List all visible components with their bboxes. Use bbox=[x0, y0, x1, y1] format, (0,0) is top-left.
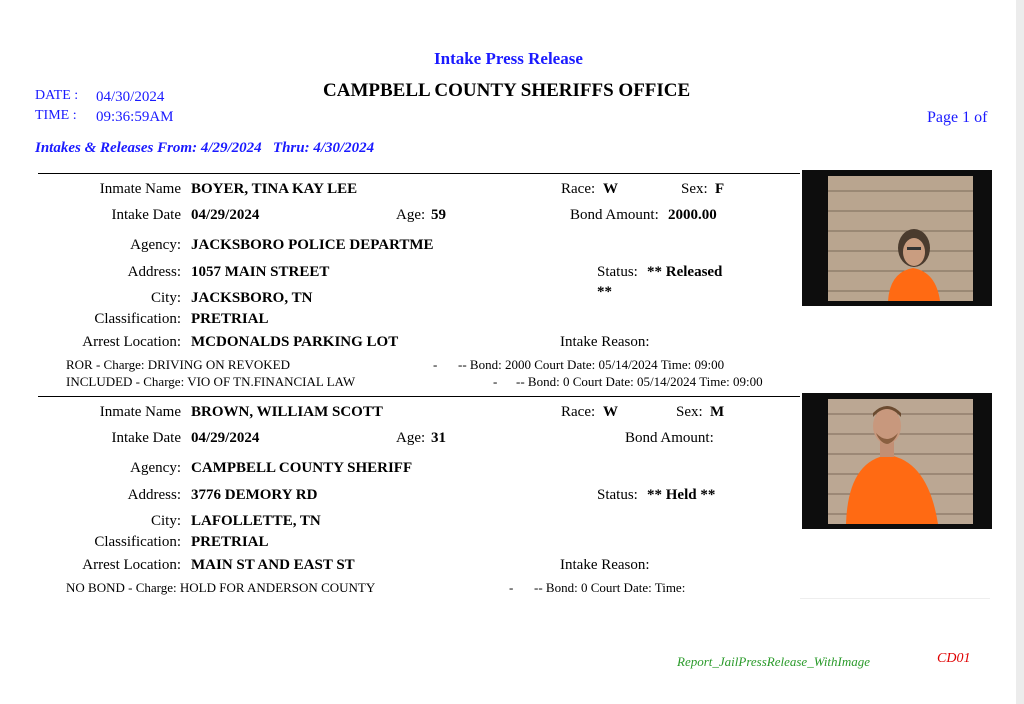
date-range: Intakes & Releases From: 4/29/2024 Thru: 4/30/2024 bbox=[35, 140, 375, 156]
race-value: W bbox=[603, 404, 618, 420]
bond-amount-value: 2000.00 bbox=[668, 207, 717, 223]
sex-value: F bbox=[715, 181, 725, 197]
record-divider bbox=[800, 598, 990, 599]
inmate-name: BOYER, TINA KAY LEE bbox=[191, 181, 358, 197]
age-label: Age: bbox=[396, 430, 426, 446]
race-value: W bbox=[603, 181, 618, 197]
address-value: 1057 MAIN STREET bbox=[191, 264, 330, 280]
booking-photo-image bbox=[828, 176, 973, 301]
city-value: JACKSBORO, TN bbox=[191, 290, 313, 306]
record-divider bbox=[38, 173, 800, 174]
age-value: 59 bbox=[431, 207, 446, 223]
address-label: Address: bbox=[127, 487, 181, 503]
status-label: Status: bbox=[597, 264, 638, 280]
age-label: Age: bbox=[396, 207, 426, 223]
intake-date: 04/29/2024 bbox=[191, 430, 260, 446]
charge-bond-info: -- Bond: 2000 Court Date: 05/14/2024 Time: 09:00 bbox=[458, 357, 725, 372]
report-code: CD01 bbox=[937, 651, 971, 666]
agency-value: JACKSBORO POLICE DEPARTME bbox=[191, 237, 434, 253]
bond-amount-label: Bond Amount: bbox=[570, 207, 659, 223]
intake-date: 04/29/2024 bbox=[191, 207, 260, 223]
status-value: ** Held ** bbox=[647, 487, 716, 503]
inmate-name-label: Inmate Name bbox=[99, 181, 181, 197]
status-label: Status: bbox=[597, 487, 638, 503]
status-value: ** Released bbox=[647, 264, 723, 280]
report-name: Report_JailPressRelease_WithImage bbox=[677, 654, 871, 669]
arrest-location-value: MAIN ST AND EAST ST bbox=[191, 557, 355, 573]
charge-bond-info: -- Bond: 0 Court Date: Time: bbox=[534, 580, 686, 595]
arrest-location-label: Arrest Location: bbox=[82, 334, 181, 350]
intake-date-label: Intake Date bbox=[111, 430, 181, 446]
city-label: City: bbox=[150, 290, 181, 306]
sex-label: Sex: bbox=[676, 404, 703, 420]
address-label: Address: bbox=[127, 264, 181, 280]
charge-dash: - bbox=[433, 357, 438, 372]
race-label: Race: bbox=[561, 404, 596, 420]
booking-photo bbox=[802, 393, 992, 529]
agency-label: Agency: bbox=[130, 237, 181, 253]
charge-line: INCLUDED - Charge: VIO OF TN.FINANCIAL LAW bbox=[66, 374, 356, 389]
time-label: TIME : bbox=[35, 108, 77, 123]
classification-value: PRETRIAL bbox=[191, 311, 269, 327]
report-title: Intake Press Release bbox=[434, 49, 583, 68]
agency-label: Agency: bbox=[130, 460, 181, 476]
arrest-location-label: Arrest Location: bbox=[82, 557, 181, 573]
agency-value: CAMPBELL COUNTY SHERIFF bbox=[191, 460, 413, 476]
bond-amount-label: Bond Amount: bbox=[625, 430, 714, 446]
inmate-name: BROWN, WILLIAM SCOTT bbox=[191, 404, 383, 420]
booking-photo-image bbox=[828, 399, 973, 524]
arrest-location-value: MCDONALDS PARKING LOT bbox=[191, 334, 399, 350]
charge-line: NO BOND - Charge: HOLD FOR ANDERSON COUNTY bbox=[66, 580, 376, 595]
page-number: Page 1 of bbox=[927, 109, 988, 126]
race-label: Race: bbox=[561, 181, 596, 197]
city-label: City: bbox=[150, 513, 181, 529]
address-value: 3776 DEMORY RD bbox=[191, 487, 318, 503]
org-name: CAMPBELL COUNTY SHERIFFS OFFICE bbox=[323, 80, 691, 101]
record-divider bbox=[38, 396, 800, 397]
charge-dash: - bbox=[493, 374, 498, 389]
city-value: LAFOLLETTE, TN bbox=[191, 513, 321, 529]
date-value: 04/30/2024 bbox=[96, 89, 165, 105]
classification-value: PRETRIAL bbox=[191, 534, 269, 550]
intake-reason-label: Intake Reason: bbox=[560, 334, 650, 350]
booking-photo bbox=[802, 170, 992, 306]
classification-label: Classification: bbox=[94, 311, 181, 327]
charge-bond-info: -- Bond: 0 Court Date: 05/14/2024 Time: 09:00 bbox=[516, 374, 763, 389]
charge-dash: - bbox=[509, 580, 514, 595]
age-value: 31 bbox=[431, 430, 446, 446]
time-value: 09:36:59AM bbox=[96, 109, 174, 125]
intake-date-label: Intake Date bbox=[111, 207, 181, 223]
charge-line: ROR - Charge: DRIVING ON REVOKED bbox=[66, 357, 290, 372]
sex-label: Sex: bbox=[681, 181, 708, 197]
classification-label: Classification: bbox=[94, 534, 181, 550]
status-value-cont: ** bbox=[597, 284, 612, 300]
date-label: DATE : bbox=[35, 88, 79, 103]
intake-reason-label: Intake Reason: bbox=[560, 557, 650, 573]
sex-value: M bbox=[710, 404, 725, 420]
inmate-name-label: Inmate Name bbox=[99, 404, 181, 420]
